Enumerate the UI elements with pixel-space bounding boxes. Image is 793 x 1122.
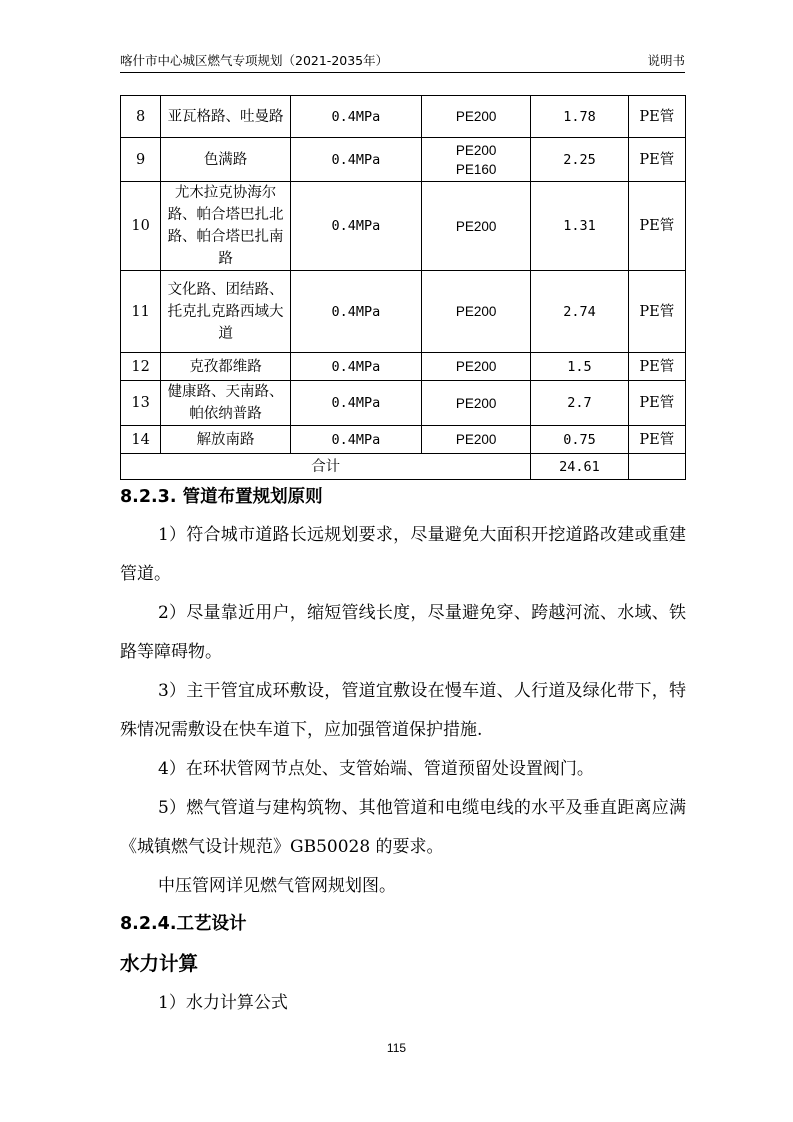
material-cell: PE管 bbox=[628, 381, 685, 426]
length-cell: 1.31 bbox=[531, 182, 628, 271]
pressure-cell: 0.4MPa bbox=[290, 96, 421, 138]
document-title: 喀什市中心城区燃气专项规划（2021-2035年） bbox=[120, 53, 389, 68]
principle-item-2: 2）尽量靠近用户，缩短管线长度，尽量避免穿、跨越河流、水域、铁路等障碍物。 bbox=[120, 603, 686, 662]
page-header bbox=[120, 54, 685, 73]
pressure-cell: 0.4MPa bbox=[290, 138, 421, 182]
material-cell: PE管 bbox=[628, 138, 685, 182]
material-cell: PE管 bbox=[628, 96, 685, 138]
row-number-cell: 9 bbox=[121, 138, 161, 182]
length-cell: 1.78 bbox=[531, 96, 628, 138]
pipe-spec-value: PE200 bbox=[455, 304, 497, 319]
pipe-spec-value: PE200 bbox=[455, 109, 497, 124]
row-number-cell: 12 bbox=[121, 353, 161, 381]
pipe-spec-cell bbox=[421, 426, 531, 454]
pipe-spec-cell bbox=[421, 182, 531, 271]
table-total-row bbox=[121, 454, 686, 480]
total-empty-cell bbox=[628, 454, 685, 480]
section-heading-8-2-4: 8.2.4.工艺设计 bbox=[120, 914, 247, 934]
pipe-spec-value: PE200 bbox=[455, 142, 497, 158]
material-cell: PE管 bbox=[628, 426, 685, 454]
road-name-cell: 亚瓦格路、吐曼路 bbox=[161, 96, 291, 138]
pipe-spec-cell bbox=[421, 381, 531, 426]
length-cell: 2.25 bbox=[531, 138, 628, 182]
pipe-spec-cell bbox=[421, 96, 531, 138]
table-row bbox=[121, 96, 686, 138]
pipe-spec-cell bbox=[421, 353, 531, 381]
pipe-spec-value: PE200 bbox=[455, 218, 497, 234]
length-cell: 2.74 bbox=[531, 271, 628, 353]
principle-item-4: 4）在环状管网节点处、支管始端、管道预留处设置阀门。 bbox=[158, 759, 594, 779]
section-heading-8-2-3: 8.2.3. 管道布置规划原则 bbox=[120, 487, 323, 507]
row-number-cell: 10 bbox=[121, 182, 161, 271]
table-row bbox=[121, 138, 686, 182]
principle-item-5: 5）燃气管道与建构筑物、其他管道和电缆电线的水平及垂直距离应满《城镇燃气设计规范》GB50028 的要求。 bbox=[120, 798, 686, 857]
page-number: 115 bbox=[386, 1041, 407, 1055]
hydraulic-heading: 水力计算 bbox=[120, 952, 199, 975]
pipe-spec-cell bbox=[421, 138, 531, 182]
pressure-cell: 0.4MPa bbox=[290, 426, 421, 454]
road-name-cell: 尤木拉克协海尔路、帕合塔巴扎北路、帕合塔巴扎南路 bbox=[161, 182, 291, 271]
material-cell: PE管 bbox=[628, 182, 685, 271]
pressure-cell: 0.4MPa bbox=[290, 381, 421, 426]
length-cell: 1.5 bbox=[531, 353, 628, 381]
material-cell: PE管 bbox=[628, 353, 685, 381]
pressure-cell: 0.4MPa bbox=[290, 353, 421, 381]
document-type: 说明书 bbox=[647, 53, 685, 68]
pipe-spec-cell bbox=[421, 271, 531, 353]
table-row bbox=[121, 182, 686, 271]
row-number-cell: 13 bbox=[121, 381, 161, 426]
row-number-cell: 11 bbox=[121, 271, 161, 353]
table-row bbox=[121, 426, 686, 454]
road-name-cell: 色满路 bbox=[161, 138, 291, 182]
road-name-cell: 解放南路 bbox=[161, 426, 291, 454]
pressure-cell: 0.4MPa bbox=[290, 182, 421, 271]
pipe-spec-value: PE200 bbox=[455, 359, 497, 374]
row-number-cell: 14 bbox=[121, 426, 161, 454]
pipe-spec-value: PE200 bbox=[455, 432, 497, 447]
pipeline-table bbox=[120, 95, 686, 480]
network-note: 中压管网详见燃气管网规划图。 bbox=[158, 876, 396, 896]
pipe-spec-value: PE160 bbox=[455, 161, 497, 177]
road-name-cell: 文化路、团结路、托克扎克路西域大道 bbox=[161, 271, 291, 353]
material-cell: PE管 bbox=[628, 271, 685, 353]
length-cell: 2.7 bbox=[531, 381, 628, 426]
road-name-cell: 健康路、天南路、帕依纳普路 bbox=[161, 381, 291, 426]
pipe-spec-value: PE200 bbox=[455, 395, 497, 411]
principle-item-1: 1）符合城市道路长远规划要求，尽量避免大面积开挖道路改建或重建管道。 bbox=[120, 525, 686, 584]
road-name-cell: 克孜都维路 bbox=[161, 353, 291, 381]
table-row bbox=[121, 271, 686, 353]
pressure-cell: 0.4MPa bbox=[290, 271, 421, 353]
hydraulic-item-1: 1）水力计算公式 bbox=[158, 993, 288, 1013]
row-number-cell: 8 bbox=[121, 96, 161, 138]
table-row bbox=[121, 381, 686, 426]
table-row bbox=[121, 353, 686, 381]
total-label-cell: 合计 bbox=[121, 454, 531, 480]
principle-item-3: 3）主干管宜成环敷设，管道宜敷设在慢车道、人行道及绿化带下，特殊情况需敷设在快车道下，应加强管道保护措施. bbox=[120, 681, 686, 740]
total-value-cell: 24.61 bbox=[531, 454, 628, 480]
length-cell: 0.75 bbox=[531, 426, 628, 454]
